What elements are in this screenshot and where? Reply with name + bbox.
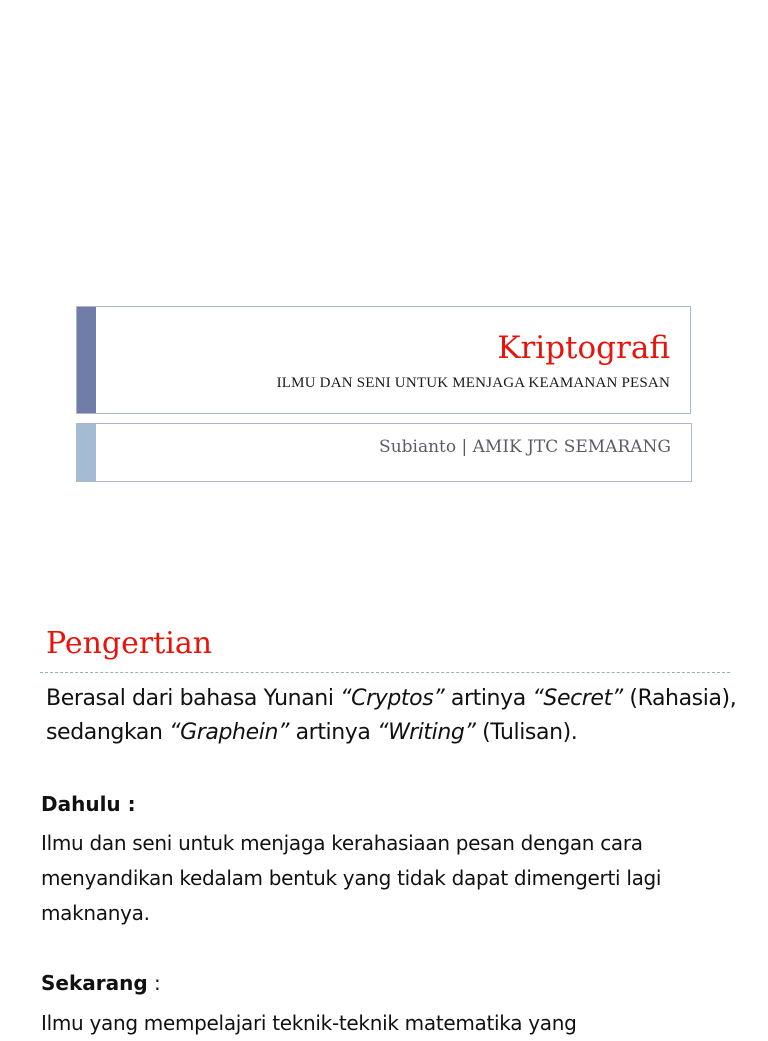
- sekarang-text: Ilmu yang mempelajari teknik-teknik matematika yang: [41, 1011, 577, 1035]
- term-secret: “Secret”: [532, 686, 623, 711]
- title-accent-bar: [77, 307, 96, 413]
- term-writing: “Writing”: [377, 720, 476, 745]
- title-box: [76, 306, 691, 414]
- sekarang-label: [41, 971, 161, 995]
- term-cryptos: “Cryptos”: [340, 686, 445, 711]
- definition-text-2: artinya: [444, 686, 533, 711]
- definition-text-1: Berasal dari bahasa Yunani: [46, 686, 341, 711]
- sekarang-label-text: Sekarang: [41, 971, 148, 995]
- author-line: Subianto | AMIK JTC SEMARANG: [379, 437, 671, 457]
- definition-text-3: (Rahasia), sedangkan: [46, 686, 737, 745]
- author-box: [76, 423, 692, 482]
- sekarang-label-colon: :: [147, 971, 161, 995]
- slide-subtitle: ILMU DAN SENI UNTUK MENJAGA KEAMANAN PESAN: [276, 375, 670, 391]
- slide-title: Kriptografi: [497, 330, 670, 366]
- section-heading: Pengertian: [46, 626, 213, 661]
- term-graphein: “Graphein”: [169, 720, 289, 745]
- dahulu-text: Ilmu dan seni untuk menjaga kerahasiaan pesan dengan cara menyandikan kedalam bentuk yang tidak dapat dimengerti lagi maknanya.: [41, 831, 662, 925]
- dahulu-label: Dahulu :: [41, 792, 136, 816]
- author-accent-bar: [77, 424, 96, 481]
- definition-paragraph: [46, 682, 746, 750]
- definition-text-4: artinya: [289, 720, 378, 745]
- heading-divider: [40, 672, 730, 673]
- definition-text-5: (Tulisan).: [475, 720, 578, 745]
